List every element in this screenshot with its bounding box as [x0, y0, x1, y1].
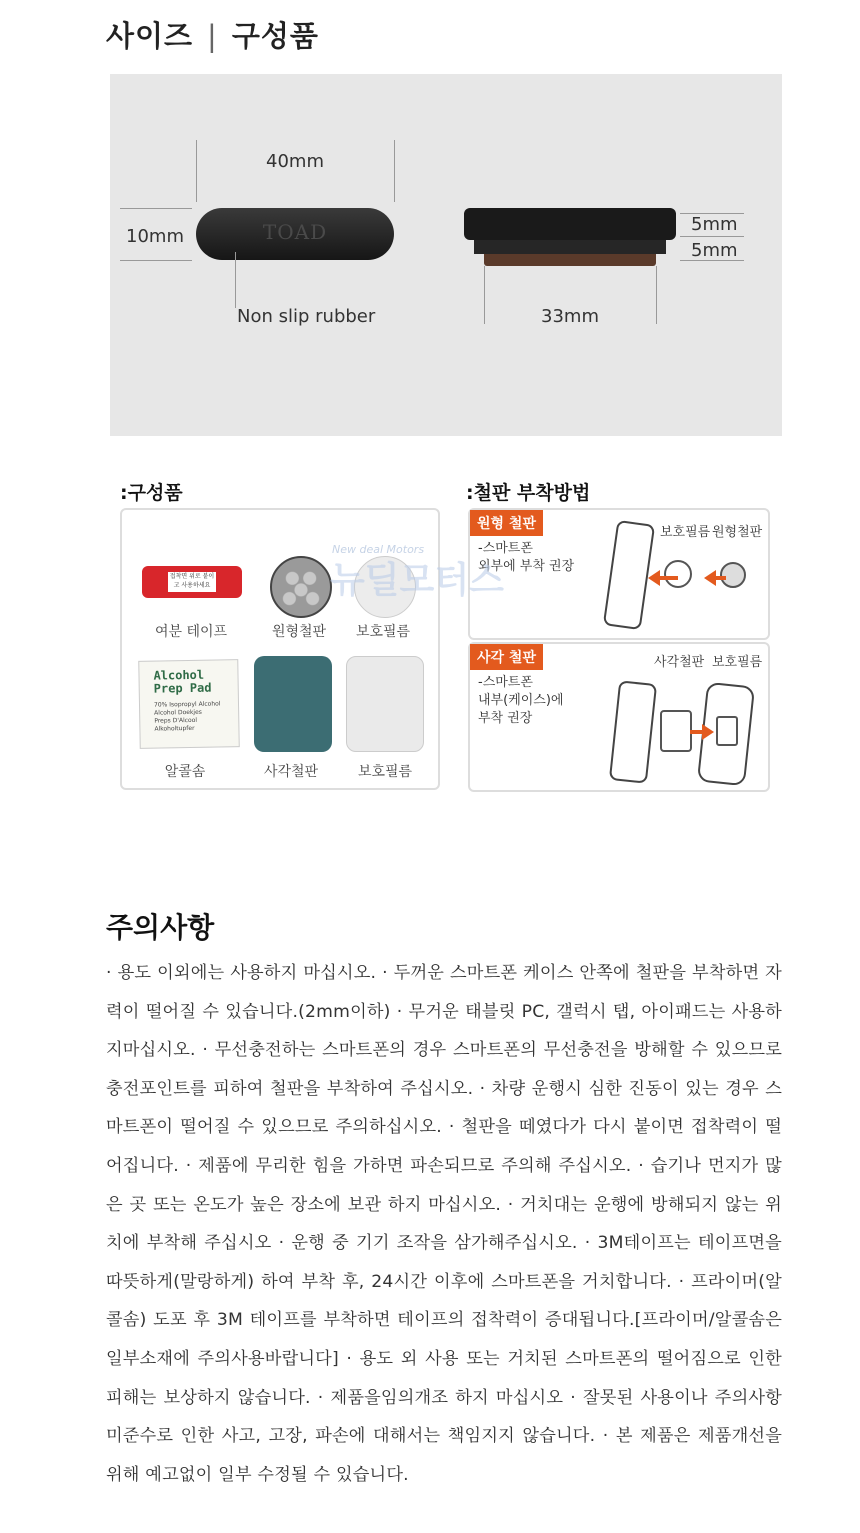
item-label: 사각철판 [263, 764, 319, 780]
mount-side-view-mid [474, 240, 666, 254]
film-circle-icon [664, 560, 692, 588]
alcohol-pad-text: 70% Isopropyl Alcohol Alcohol Doekjes Preps D'Alcool Alkoholtupfer [153, 700, 221, 733]
square-desc-2: 내부(케이스)에 [478, 693, 564, 708]
heading-components: 구성품 [231, 19, 319, 53]
mount-side-view-base [484, 254, 656, 266]
height-label: 10mm [126, 226, 184, 247]
dim-line-5b [680, 236, 744, 237]
pointer-line [235, 252, 236, 308]
square-plate-method-box [468, 642, 770, 792]
square-desc-3: 부착 권장 [478, 711, 533, 726]
round-desc-2: 외부에 부착 권장 [478, 559, 575, 574]
watermark-small: New deal Motors [332, 543, 425, 556]
plate-circle-icon [720, 562, 746, 588]
plate-in-case-icon [716, 716, 738, 746]
square-plate-badge: 사각 철판 [470, 644, 543, 670]
round-plate-image [270, 556, 332, 618]
arrow-icon [690, 730, 702, 734]
arrow-head-icon [648, 570, 660, 586]
width-label: 40mm [266, 151, 324, 172]
spare-tape-image [142, 566, 242, 598]
tape-print: 접착면 위로 붙이고 사용하세요 [168, 572, 216, 592]
watermark-logo: 뉴딜모터스 [330, 560, 504, 601]
item-label: 여분 테이프 [154, 624, 228, 640]
size-diagram-panel [110, 74, 782, 436]
arrow-head-icon [702, 724, 714, 740]
thickness-top-label: 5mm [691, 214, 738, 235]
caution-body: · 용도 이외에는 사용하지 마십시오. · 두꺼운 스마트폰 케이스 안쪽에 철판을 부착하면 자력이 떨어질 수 있습니다.(2mm이하) · 무거운 태블릿 PC, 갤럭시 탭, 아이패드는 사용하지마십시오. · 무선충전하는 스마트폰의 경우 스마트폰의 무선충전을 방해할 수 있으므로 충전포인트를 피하여 철판을 부착하여 주십시오. · 차량 운행시 심한 진동이 있는 경우 스마트폰이 떨어질 수 있으므로 주의하십시오. · 철판을 떼였다가 다시 붙이면 접착력이 떨어집니다. · 제품에 무리한 힘을 가하면 파손되므로 주의해 주십시오. · 습기나 먼지가 많은 곳 또는 온도가 높은 장소에 보관 하지 마십시오. · 거치대는 운행에 방해되지 않는 위치에 부착해 주십시오 · 운행 중 기기 조작을 삼가해주십시오. · 3M테이프는 테이프면을 따뜻하게(말랑하게) 하여 부착 후, 24시간 이후에 스마트폰을 거치합니다. · 프라이머(알콜솜) 도포 후 3M 테이프를 부착하면 테이프의 접착력이 증대됩니다.[프라이머/알콜솜은 일부소재에 주의사용바랍니다] · 용도 외 사용 또는 거치된 스마트폰의 떨어짐으로 인한 피해는 보상하지 않습니다. · 제품을임의개조 하지 마십시오 · 잘못된 사용이나 주의사항 미준수로 인한 사고, 고장, 파손에 대해서는 책임지지 않습니다. · 본 제품은 제품개선을 위해 예고없이 일부 수정될 수 있습니다. [106, 963, 782, 1485]
rubber-pad-image [196, 208, 394, 260]
arrow-head-icon [704, 570, 716, 586]
square-label-plate: 사각철판 [654, 655, 705, 670]
square-label-film: 보호필름 [712, 655, 763, 670]
alcohol-pad-title: Alcohol Prep Pad [153, 667, 212, 696]
round-label-plate: 원형철판 [712, 525, 763, 540]
dim-line-top [120, 208, 192, 209]
square-film-image [346, 656, 424, 752]
round-plate-method-box [468, 508, 770, 640]
dim-line-bottom [120, 260, 192, 261]
mount-side-view-top [464, 208, 676, 240]
method-title: :철판 부착방법 [466, 482, 591, 504]
heading-separator: | [207, 19, 218, 53]
components-title: :구성품 [120, 482, 183, 504]
caution-title: 주의사항 [106, 911, 215, 944]
rubber-label: Non slip rubber [237, 306, 376, 327]
item-label: 보호필름 [355, 624, 411, 640]
square-plate-image [254, 656, 332, 752]
item-label: 보호필름 [357, 764, 413, 780]
square-desc-1: -스마트폰 [478, 675, 533, 690]
phone-icon [609, 680, 657, 783]
dim-line-base-right [656, 266, 657, 324]
thickness-bottom-label: 5mm [691, 240, 738, 261]
arrow-icon [716, 576, 726, 580]
round-label-film: 보호필름 [660, 525, 711, 540]
alcohol-pad-image [138, 659, 240, 749]
arrow-icon [660, 576, 678, 580]
plate-width-label: 33mm [541, 306, 599, 327]
item-label: 원형철판 [271, 624, 327, 640]
heading-size: 사이즈 [106, 19, 194, 53]
dim-line-right [394, 140, 395, 202]
round-plate-badge: 원형 철판 [470, 510, 543, 536]
round-desc-1: -스마트폰 [478, 541, 533, 556]
brand-logo: TOAD [262, 220, 328, 244]
square-plate-icon [660, 710, 692, 752]
item-label: 알콜솜 [164, 764, 206, 780]
section-heading [106, 14, 319, 55]
